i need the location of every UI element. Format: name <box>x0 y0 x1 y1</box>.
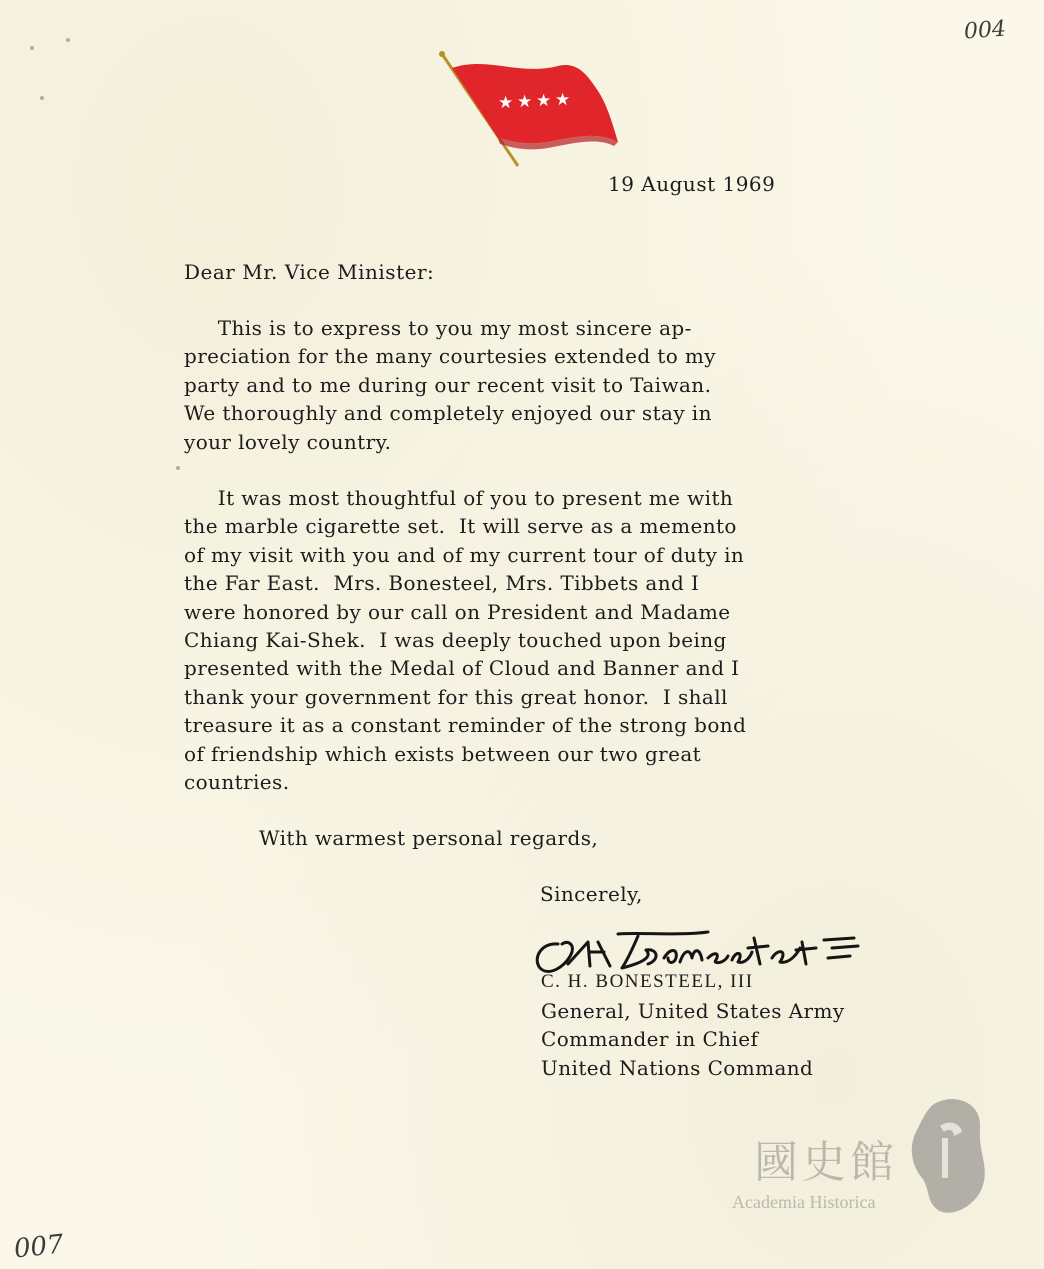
signer-name: C. H. BONESTEEL, III <box>541 971 754 992</box>
paper-speck <box>30 46 34 50</box>
watermark-latin-text: Academia Historica <box>732 1192 876 1212</box>
paragraph-line: treasure it as a constant reminder of the strong bond <box>184 713 747 738</box>
archive-emblem-icon <box>904 1092 994 1220</box>
paper-speck <box>176 466 180 470</box>
paragraph-line: of friendship which exists between our two great <box>184 741 702 766</box>
svg-text:★: ★ <box>517 92 533 112</box>
signer-title-line: United Nations Command <box>541 1055 814 1080</box>
closing-regards: With warmest personal regards, <box>259 826 599 850</box>
svg-text:★: ★ <box>498 93 514 113</box>
signature-block <box>541 968 845 1082</box>
paragraph-line: presented with the Medal of Cloud and Banner and I <box>184 656 740 681</box>
paragraph-line: party and to me during our recent visit to Taiwan. <box>184 372 712 397</box>
paragraph-line: the Far East. Mrs. Bonesteel, Mrs. Tibbets and I <box>184 571 700 596</box>
paper-speck <box>66 38 70 42</box>
salutation: Dear Mr. Vice Minister: <box>184 260 435 284</box>
archive-watermark <box>724 1092 1014 1222</box>
four-star-flag-icon <box>438 46 624 174</box>
paper-speck <box>40 96 44 100</box>
paragraph-line: thank your government for this great honor. I shall <box>184 684 728 709</box>
signer-title-line: General, United States Army <box>541 998 845 1023</box>
archive-page-number-bottom: 007 <box>12 1229 66 1265</box>
archive-page-number-top: 004 <box>963 16 1007 45</box>
body-paragraph-2 <box>184 484 884 796</box>
svg-text:★: ★ <box>555 90 571 110</box>
paragraph-line: preciation for the many courtesies extended to my <box>184 344 716 369</box>
svg-text:★: ★ <box>536 91 552 111</box>
watermark-chinese-text: 國史館 <box>754 1137 898 1188</box>
body-paragraph-1 <box>184 314 884 456</box>
paragraph-line: your lovely country. <box>184 429 392 454</box>
signer-title-line: Commander in Chief <box>541 1027 759 1052</box>
paragraph-line: were honored by our call on President and Madame <box>184 599 731 624</box>
paragraph-line: Chiang Kai-Shek. I was deeply touched upon being <box>184 628 727 653</box>
paragraph-line: countries. <box>184 770 290 795</box>
complimentary-close: Sincerely, <box>540 882 643 906</box>
paragraph-line: of my visit with you and of my current tour of duty in <box>184 542 745 567</box>
paragraph-line: It was most thoughtful of you to present me with <box>184 486 734 510</box>
paragraph-line: the marble cigarette set. It will serve as a memento <box>184 514 737 539</box>
paragraph-line: We thoroughly and completely enjoyed our stay in <box>184 401 712 426</box>
letter-date: 19 August 1969 <box>608 172 776 196</box>
paragraph-line: This is to express to you my most sincere ap- <box>184 316 692 340</box>
